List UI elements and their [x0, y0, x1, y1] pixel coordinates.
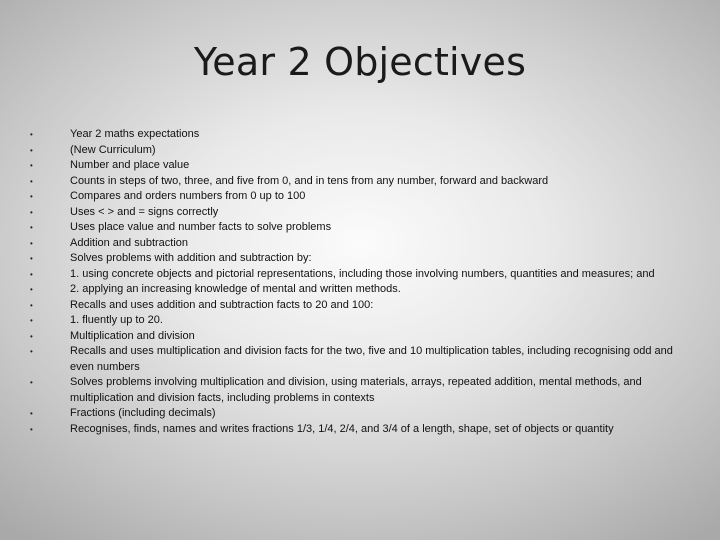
list-item: [28, 406, 694, 422]
list-item-text: Solves problems involving multiplication and division, using materials, arrays, repeated addition, mental methods, and multiplication and division facts, including problems in contexts: [70, 376, 642, 404]
bullet-icon: •: [30, 424, 33, 434]
list-item: [28, 282, 694, 298]
list-item-text: Counts in steps of two, three, and five from 0, and in tens from any number, forward and backward: [70, 174, 549, 187]
bullet-icon: •: [30, 176, 33, 186]
bullet-icon: •: [30, 331, 33, 341]
list-item-text: 1. using concrete objects and pictorial representations, including those involving numbers, quantities and measures; and: [70, 267, 655, 280]
bullet-icon: •: [30, 269, 33, 279]
bullet-icon: •: [30, 238, 33, 248]
list-item: [28, 143, 694, 159]
list-item: [28, 422, 694, 438]
list-item-text: 1. fluently up to 20.: [70, 314, 163, 326]
bullet-icon: •: [30, 409, 33, 418]
list-item: [28, 267, 694, 283]
bullet-icon: •: [30, 145, 33, 155]
list-item-text: Recalls and uses multiplication and division facts for the two, five and 10 multiplication tables, including recognising odd and even numbers: [70, 345, 673, 373]
list-item-text: Compares and orders numbers from 0 up to 100: [70, 190, 306, 202]
list-item-text: Solves problems with addition and subtraction by:: [70, 252, 312, 264]
list-item: [28, 205, 694, 221]
list-item: [28, 329, 694, 345]
bullet-icon: •: [30, 223, 33, 232]
bullet-icon: •: [30, 207, 33, 217]
bullet-icon: •: [30, 192, 33, 201]
list-item-text: Recalls and uses addition and subtraction facts to 20 and 100:: [70, 298, 374, 311]
list-item-text: (New Curriculum): [70, 143, 156, 156]
objectives-list: [28, 127, 694, 437]
list-item: [28, 298, 694, 314]
bullet-icon: •: [30, 347, 33, 356]
slide-title: Year 2 Objectives: [193, 40, 527, 84]
list-item-text: Uses < > and = signs correctly: [70, 205, 219, 218]
bullet-icon: •: [30, 316, 33, 325]
list-item: [28, 158, 694, 174]
list-item: [28, 251, 694, 267]
list-item-text: Multiplication and division: [70, 329, 195, 342]
list-item: [28, 127, 694, 143]
list-item-text: 2. applying an increasing knowledge of mental and written methods.: [70, 283, 401, 295]
list-item-text: Uses place value and number facts to solve problems: [70, 221, 332, 233]
list-item: [28, 189, 694, 205]
list-item-text: Number and place value: [70, 159, 190, 171]
list-item: [28, 313, 694, 329]
list-item: [28, 220, 694, 236]
list-item-text: Recognises, finds, names and writes fractions 1/3, 1/4, 2/4, and 3/4 of a length, shape, set of objects or quantity: [70, 422, 614, 435]
bullet-icon: •: [30, 254, 33, 263]
bullet-icon: •: [30, 300, 33, 310]
list-item: [28, 236, 694, 252]
list-item-text: Fractions (including decimals): [70, 407, 216, 419]
bullet-icon: •: [30, 378, 33, 387]
bullet-icon: •: [30, 130, 33, 139]
list-item: [28, 344, 694, 375]
list-item: [28, 174, 694, 190]
list-item-text: Addition and subtraction: [70, 236, 189, 249]
list-item-text: Year 2 maths expectations: [70, 128, 200, 140]
bullet-icon: •: [30, 285, 33, 294]
bullet-icon: •: [30, 161, 33, 170]
list-item: [28, 375, 694, 406]
